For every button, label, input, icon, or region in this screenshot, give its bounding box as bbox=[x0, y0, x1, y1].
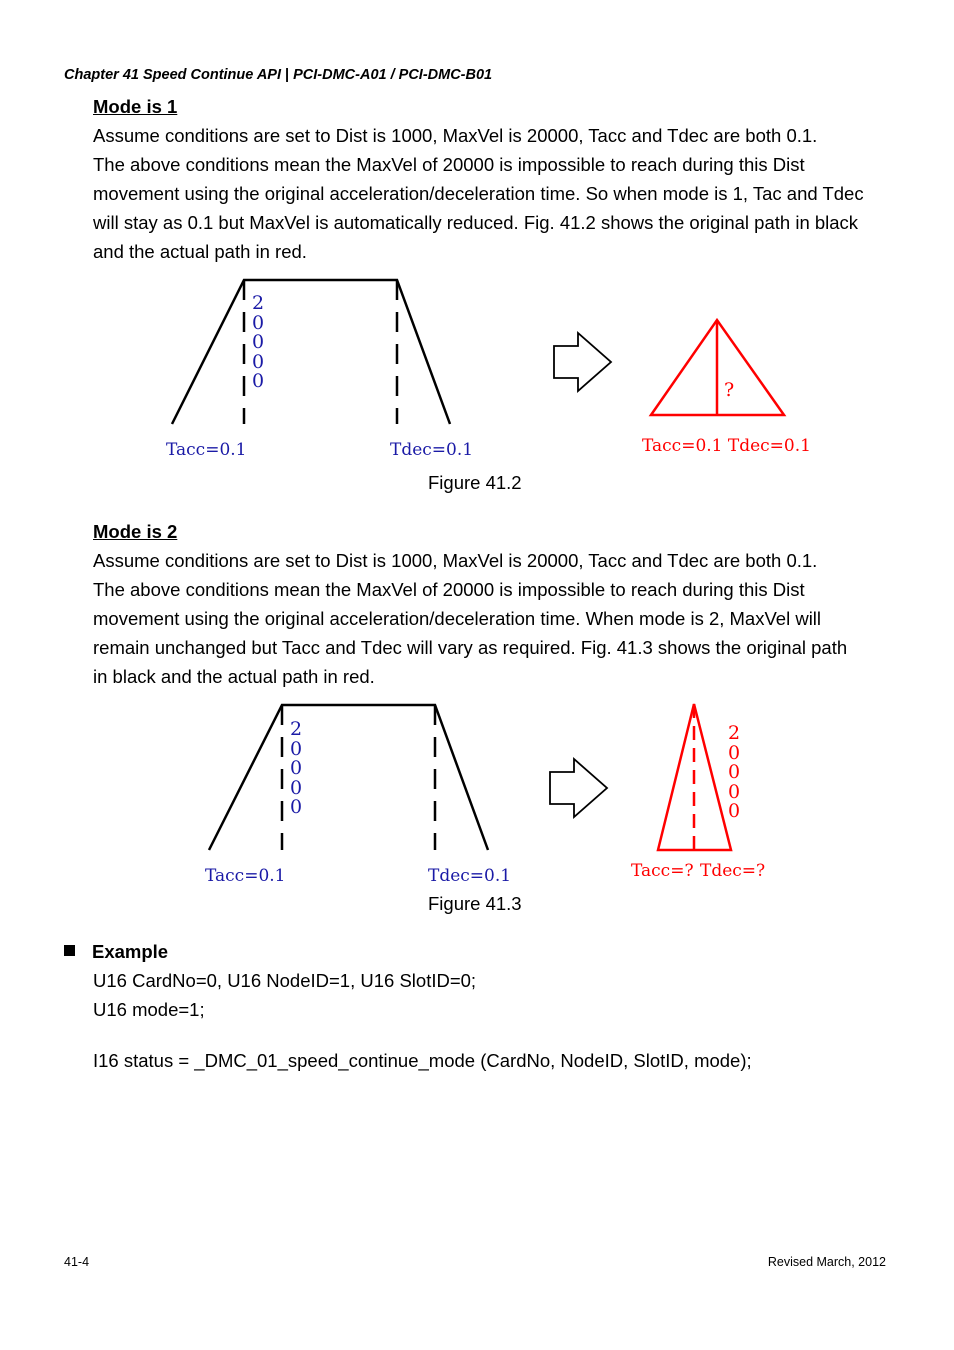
mode2-line: remain unchanged but Tacc and Tdec will vary as required. Fig. 41.3 shows the original path bbox=[93, 637, 848, 658]
maxvel-digit-red: 0 bbox=[728, 742, 741, 764]
example-code-line: U16 mode=1; bbox=[93, 999, 205, 1020]
maxvel-digit-red: 2 bbox=[728, 722, 741, 744]
mode1-line: Assume conditions are set to Dist is 1000, MaxVel is 20000, Tacc and Tdec are both 0.1. bbox=[93, 125, 818, 146]
maxvel-digit: 0 bbox=[252, 331, 265, 353]
maxvel-digit: 0 bbox=[252, 351, 265, 373]
bullet-square-icon bbox=[64, 945, 75, 956]
maxvel-digit-red: 0 bbox=[728, 800, 741, 822]
mode2-line: movement using the original acceleration/deceleration time. When mode is 2, MaxVel will bbox=[93, 608, 822, 629]
mode1-line: and the actual path in red. bbox=[93, 241, 307, 262]
example-code-line: U16 CardNo=0, U16 NodeID=1, U16 SlotID=0; bbox=[93, 970, 477, 991]
right-arrow-icon bbox=[554, 333, 611, 391]
figure-41-3-caption: Figure 41.3 bbox=[428, 893, 522, 914]
right-arrow-icon bbox=[550, 759, 607, 817]
figure-41-2 bbox=[0, 270, 954, 470]
figure-41-3 bbox=[0, 695, 954, 895]
header-separator: | bbox=[285, 67, 290, 83]
mode1-paragraph bbox=[93, 121, 903, 266]
example-title: Example bbox=[92, 941, 169, 962]
mode2-paragraph bbox=[93, 546, 903, 691]
mode2-title: Mode is 2 bbox=[93, 521, 178, 542]
maxvel-digit: 0 bbox=[252, 312, 265, 334]
original-path bbox=[209, 705, 488, 850]
maxvel-digit-red: 0 bbox=[728, 781, 741, 803]
figure-41-2-caption: Figure 41.2 bbox=[428, 472, 522, 493]
mode2-line: in black and the actual path in red. bbox=[93, 666, 375, 687]
maxvel-digit: 0 bbox=[290, 738, 303, 760]
mode2-line: Assume conditions are set to Dist is 1000, MaxVel is 20000, Tacc and Tdec are both 0.1. bbox=[93, 550, 818, 571]
chapter-header bbox=[64, 67, 492, 83]
maxvel-digit: 2 bbox=[252, 292, 265, 314]
maxvel-digit: 0 bbox=[290, 757, 303, 779]
product-name: PCI-DMC-A01 / PCI-DMC-B01 bbox=[293, 67, 493, 83]
tacc-unknown-label: Tacc=? bbox=[631, 861, 694, 881]
example-heading bbox=[64, 941, 168, 963]
mode1-title: Mode is 1 bbox=[93, 96, 178, 117]
tdec-unknown-label: Tdec=? bbox=[700, 861, 766, 881]
mode1-line: movement using the original acceleration/deceleration time. So when mode is 1, Tac and Tdec bbox=[93, 183, 864, 204]
page-number: 41-4 bbox=[64, 1255, 90, 1269]
maxvel-digit: 0 bbox=[290, 796, 303, 818]
tacc-label: Tacc=0.1 bbox=[166, 440, 247, 460]
maxvel-digit: 0 bbox=[252, 370, 265, 392]
revision-date: Revised March, 2012 bbox=[767, 1255, 886, 1269]
mode1-line: will stay as 0.1 but MaxVel is automatically reduced. Fig. 41.2 shows the original path in black bbox=[93, 212, 859, 233]
original-path bbox=[172, 280, 450, 424]
tacc-label: Tacc=0.1 bbox=[205, 866, 286, 886]
example-code-line: I16 status = _DMC_01_speed_continue_mode (CardNo, NodeID, SlotID, mode); bbox=[93, 1050, 752, 1071]
maxvel-digit: 0 bbox=[290, 777, 303, 799]
tdec-label: Tdec=0.1 bbox=[390, 440, 474, 460]
actual-time-label: Tacc=0.1 Tdec=0.1 bbox=[642, 436, 811, 456]
maxvel-digit-red: 0 bbox=[728, 761, 741, 783]
tdec-label: Tdec=0.1 bbox=[428, 866, 512, 886]
mode2-line: The above conditions mean the MaxVel of 20000 is impossible to reach during this Dist bbox=[93, 579, 805, 600]
maxvel-digit: 2 bbox=[290, 718, 303, 740]
reduced-maxvel-question: ? bbox=[724, 379, 735, 401]
mode1-line: The above conditions mean the MaxVel of 20000 is impossible to reach during this Dist bbox=[93, 154, 805, 175]
chapter-title: Chapter 41 Speed Continue API bbox=[64, 67, 281, 83]
